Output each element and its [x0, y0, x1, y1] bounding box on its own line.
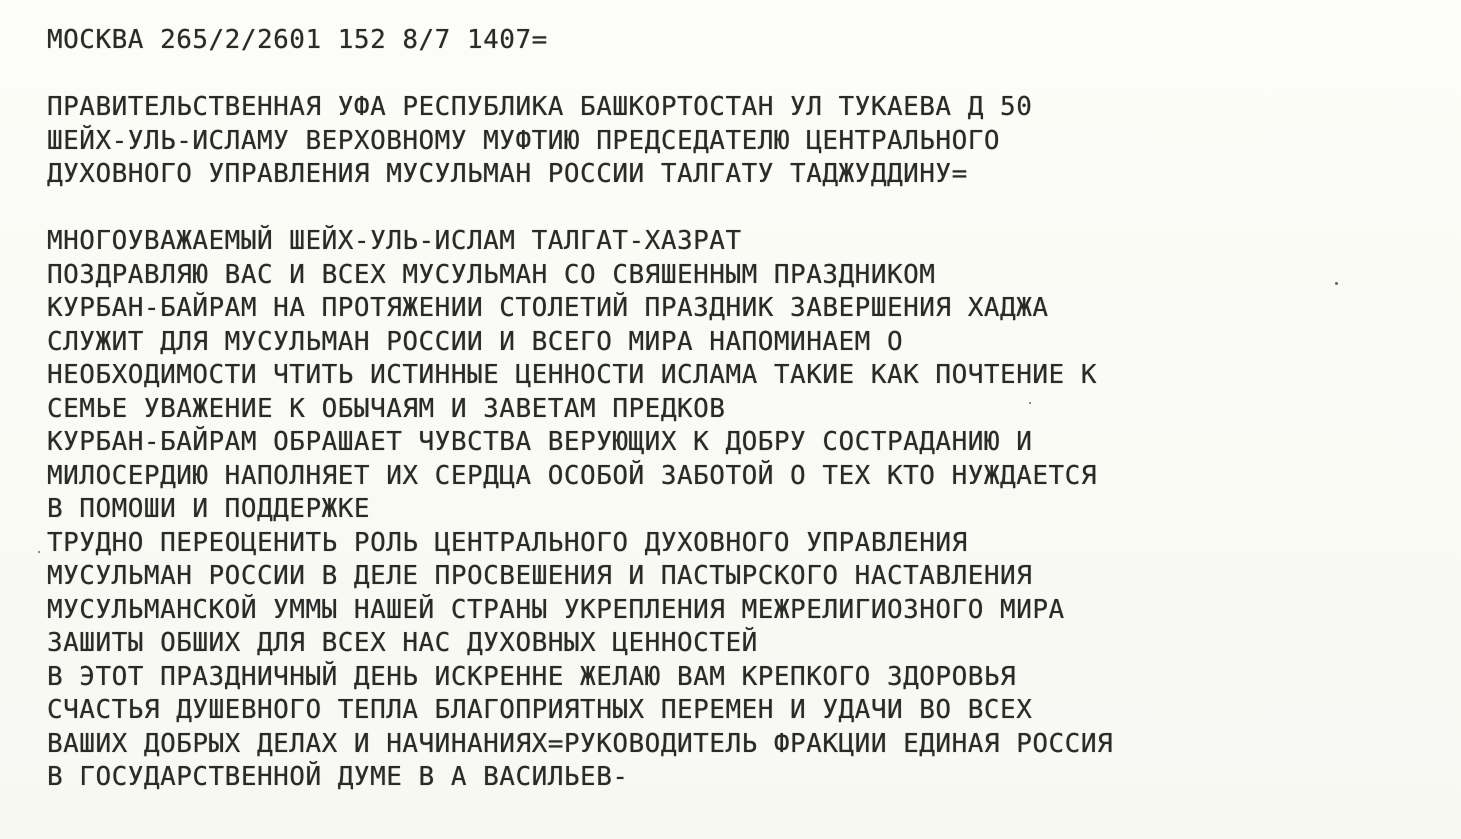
body-line: В ЭТОТ ПРАЗДНИЧНЫЙ ДЕНЬ ИСКРЕННЕ ЖЕЛАЮ ВАМ КРЕПКОГО ЗДОРОВЬЯ	[47, 661, 1017, 692]
address-line: ШЕЙХ-УЛЬ-ИСЛАМУ ВЕРХОВНОМУ МУФТИЮ ПРЕДСЕДАТЕЛЮ ЦЕНТРАЛЬНОГО	[47, 125, 1001, 156]
body-line: ЗАШИТЫ ОБШИХ ДЛЯ ВСЕХ НАС ДУХОВНЫХ ЦЕННОСТЕЙ	[47, 628, 758, 658]
address-line: ДУХОВНОГО УПРАВЛЕНИЯ МУСУЛЬМАН РОССИИ ТАЛГАТУ ТАДЖУДДИНУ=	[47, 159, 968, 189]
body-line: СЧАСТЬЯ ДУШЕВНОГО ТЕПЛА БЛАГОПРИЯТНЫХ ПЕРЕМЕН И УДАЧИ ВО ВСЕХ	[47, 695, 1033, 725]
telegram-header: МОСКВА 265/2/2601 152 8/7 1407=	[47, 25, 548, 55]
body-line: КУРБАН-БАЙРАМ ОБРАШАЕТ ЧУВСТВА ВЕРУЮЩИХ К ДОБРУ СОСТРАДАНИЮ И	[47, 427, 1033, 457]
body-line: СЛУЖИТ ДЛЯ МУСУЛЬМАН РОССИИ И ВСЕГО МИРА НАПОМИНАЕМ О	[47, 326, 904, 357]
body-line: В ГОСУДАРСТВЕННОЙ ДУМЕ В А ВАСИЛЬЕВ-	[47, 762, 629, 792]
body-line: КУРБАН-БАЙРАМ НА ПРОТЯЖЕНИИ СТОЛЕТИЙ ПРАЗДНИК ЗАВЕРШЕНИЯ ХАДЖА	[47, 293, 1049, 323]
telegram-text	[47, 24, 1447, 795]
body-line: ПОЗДРАВЛЯЮ ВАС И ВСЕХ МУСУЛЬМАН СО СВЯШЕННЫМ ПРАЗДНИКОМ	[47, 259, 936, 290]
paper-speck	[38, 551, 40, 553]
body-line: МУСУЛЬМАНСКОЙ УММЫ НАШЕЙ СТРАНЫ УКРЕПЛЕНИЯ МЕЖРЕЛИГИОЗНОГО МИРА	[47, 594, 1065, 625]
paper-speck	[1029, 402, 1031, 404]
paper-speck	[1335, 282, 1338, 285]
body-line: ВАШИХ ДОБРЫХ ДЕЛАХ И НАЧИНАНИЯХ=РУКОВОДИТЕЛЬ ФРАКЦИИ ЕДИНАЯ РОССИЯ	[47, 728, 1114, 759]
address-line: ПРАВИТЕЛЬСТВЕННАЯ УФА РЕСПУБЛИКА БАШКОРТОСТАН УЛ ТУКАЕВА Д 50	[47, 92, 1033, 122]
body-line: МИЛОСЕРДИЮ НАПОЛНЯЕТ ИХ СЕРДЦА ОСОБОЙ ЗАБОТОЙ О ТЕХ КТО НУЖДАЕТСЯ	[47, 460, 1097, 491]
body-line: НЕОБХОДИМОСТИ ЧТИТЬ ИСТИННЫЕ ЦЕННОСТИ ИСЛАМА ТАКИЕ КАК ПОЧТЕНИЕ К	[47, 360, 1097, 390]
body-line: ТРУДНО ПЕРЕОЦЕНИТЬ РОЛЬ ЦЕНТРАЛЬНОГО ДУХОВНОГО УПРАВЛЕНИЯ	[47, 527, 968, 558]
body-line: МУСУЛЬМАН РОССИИ В ДЕЛЕ ПРОСВЕШЕНИЯ И ПАСТЫРСКОГО НАСТАВЛЕНИЯ	[47, 561, 1033, 591]
recipient-address	[47, 91, 1447, 192]
blank-line	[47, 192, 1447, 226]
body-line: МНОГОУВАЖАЕМЫЙ ШЕЙХ-УЛЬ-ИСЛАМ ТАЛГАТ-ХАЗРАТ	[47, 226, 742, 256]
blank-line	[47, 58, 1447, 92]
body-line: В ПОМОШИ И ПОДДЕРЖКЕ	[47, 494, 371, 524]
message-body	[47, 225, 1447, 795]
body-line: СЕМЬЕ УВАЖЕНИЕ К ОБЫЧАЯМ И ЗАВЕТАМ ПРЕДКОВ	[47, 393, 726, 424]
